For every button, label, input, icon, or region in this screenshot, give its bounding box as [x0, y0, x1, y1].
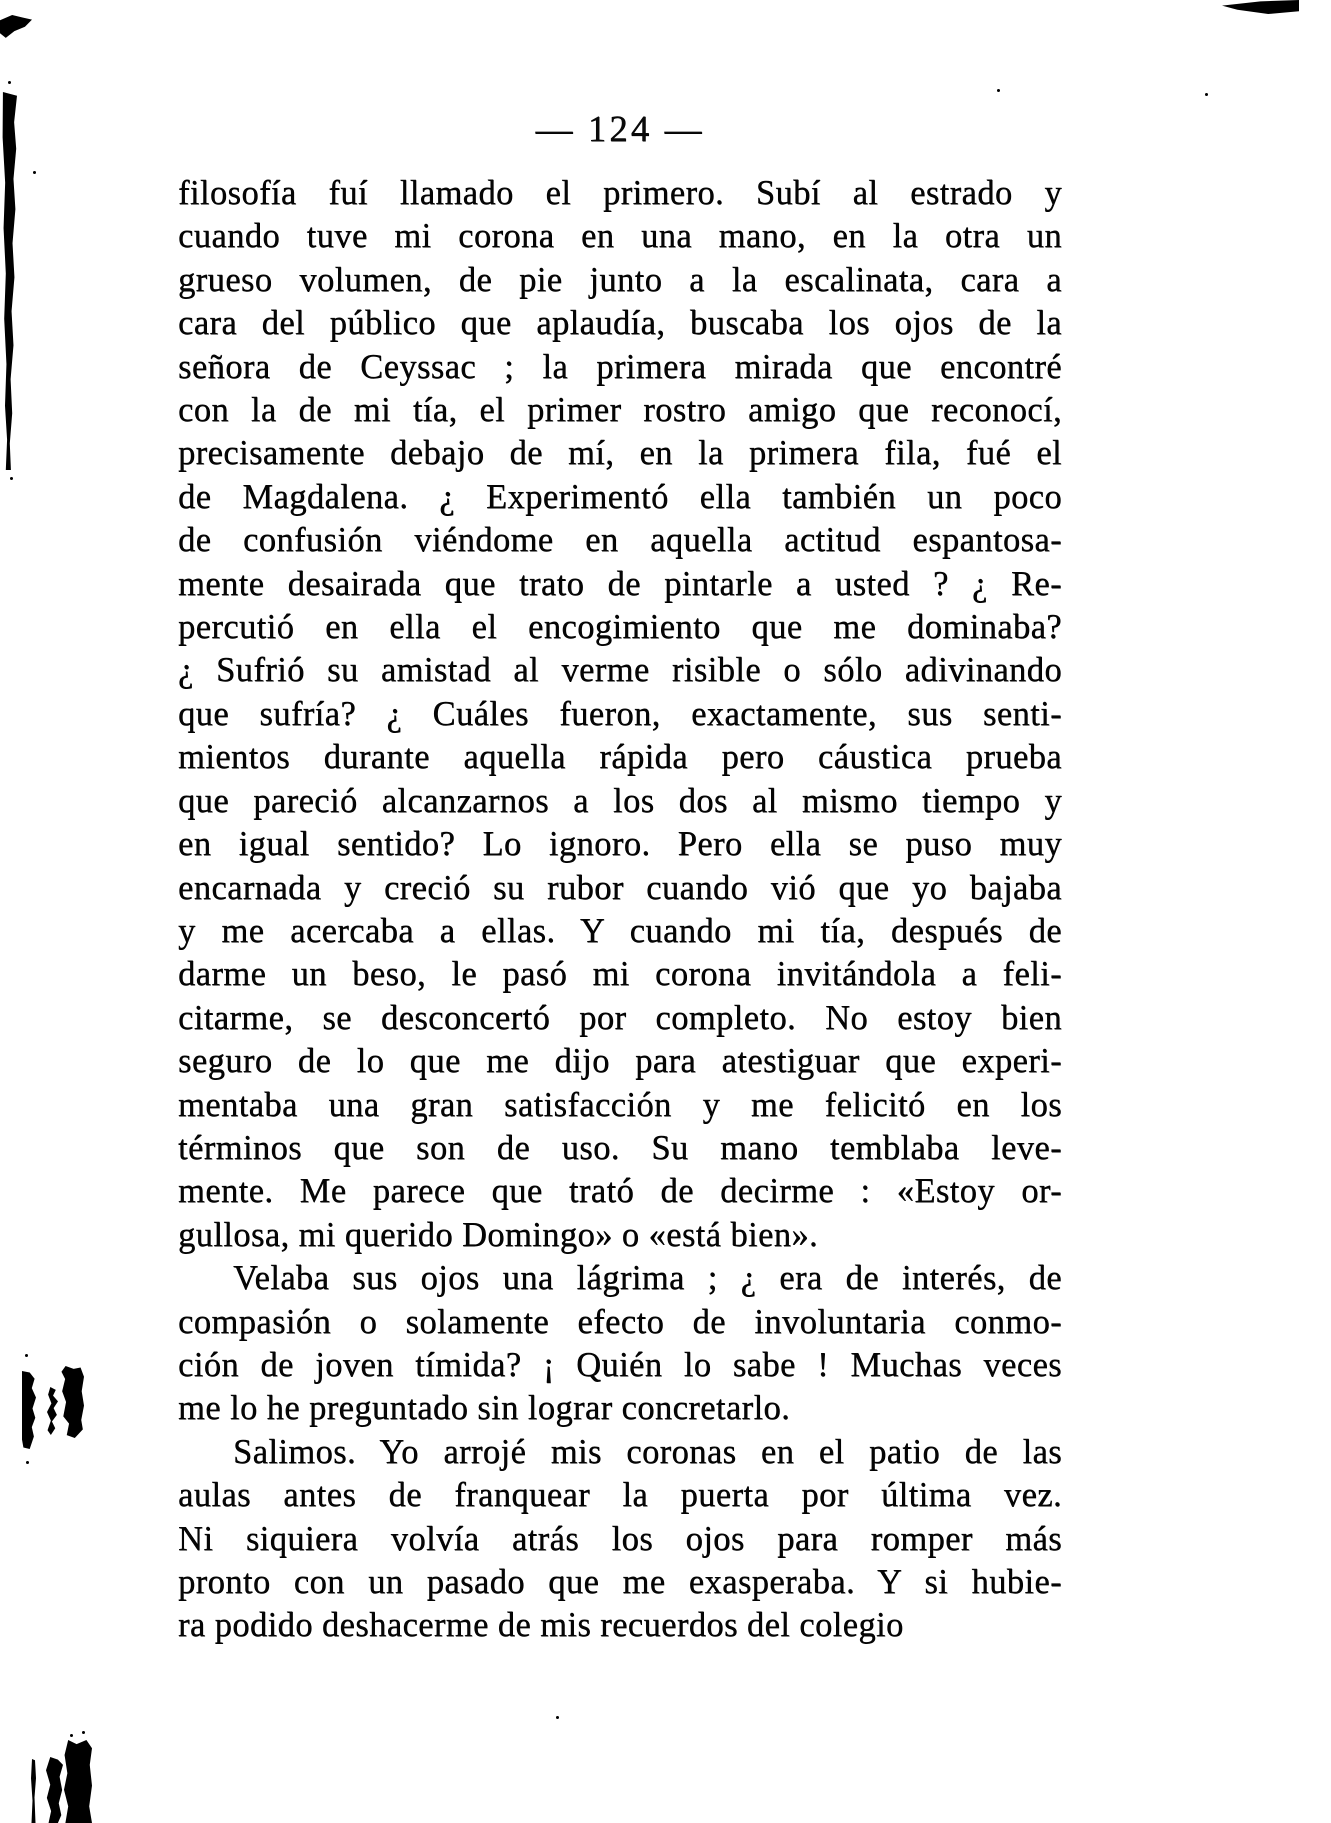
text-line: Ni siquiera volvía atrás los ojos para romper más	[178, 1519, 1062, 1558]
text-line: en igual sentido? Lo ignoro. Pero ella se puso muy	[178, 825, 1062, 864]
text-line: gullosa, mi querido Domingo» o «está bien».	[178, 1215, 819, 1254]
paragraph	[178, 1431, 1062, 1648]
text-line: términos que son de uso. Su mano temblaba leve-	[178, 1128, 1062, 1167]
text-line: precisamente debajo de mí, en la primera fila, fué el	[178, 434, 1062, 473]
text-line: grueso volumen, de pie junto a la escalinata, cara a	[178, 260, 1062, 299]
scan-artifact-mid-left-blob	[61, 1366, 84, 1438]
text-line: citarme, se desconcertó por completo. No estoy bien	[178, 998, 1062, 1037]
text-line: percutió en ella el encogimiento que me dominaba?	[178, 608, 1062, 647]
text-line: que pareció alcanzarnos a los dos al mismo tiempo y	[178, 781, 1062, 820]
text-line: mente desairada que trato de pintarle a usted ? ¿ Re-	[178, 564, 1062, 603]
scan-speck	[997, 89, 1000, 92]
text-line: filosofía fuí llamado el primero. Subí al estrado y	[178, 174, 1062, 212]
text-line: con la de mi tía, el primer rostro amigo que reconocí,	[178, 391, 1062, 430]
text-line: cuando tuve mi corona en una mano, en la otra un	[178, 217, 1062, 256]
scan-artifact-mid-left-squiggle	[47, 1387, 58, 1435]
scan-speck	[26, 1461, 29, 1464]
scan-speck	[8, 81, 11, 84]
text-line: mentaba una gran satisfacción y me felicitó en los	[178, 1085, 1062, 1124]
scan-speck	[10, 477, 13, 480]
scan-speck	[556, 1716, 559, 1719]
text-line: seguro de lo que me dijo para atestiguar que experi-	[178, 1042, 1062, 1081]
scan-artifact-top-left-blob	[0, 15, 32, 41]
paragraph	[178, 172, 1062, 1257]
text-line: Velaba sus ojos una lágrima ; ¿ era de interés, de	[233, 1259, 1062, 1298]
scan-speck	[33, 171, 36, 174]
text-line: mente. Me parece que trató de decirme : «Estoy or-	[178, 1172, 1062, 1211]
text-line: encarnada y creció su rubor cuando vió que yo bajaba	[178, 868, 1062, 907]
text-line: ción de joven tímida? ¡ Quién lo sabe ! Muchas veces	[178, 1345, 1062, 1384]
scan-speck	[25, 1354, 28, 1357]
text-line: ra podido deshacerme de mis recuerdos del colegio	[178, 1606, 904, 1645]
text-line: aulas antes de franquear la puerta por última vez.	[178, 1476, 1062, 1515]
text-line: y me acercaba a ellas. Y cuando mi tía, después de	[178, 911, 1062, 950]
scan-artifact-top-right-wedge	[1222, 0, 1299, 14]
scan-artifact-bottom-mid-bar	[46, 1757, 63, 1823]
scan-artifact-bottom-thin-line	[31, 1759, 36, 1823]
page-number-header: — 124 —	[535, 109, 705, 150]
page-text	[178, 172, 1062, 1648]
text-line: de confusión viéndome en aquella actitud espantosa-	[178, 521, 1062, 560]
text-line: señora de Ceyssac ; la primera mirada que encontré	[178, 347, 1062, 386]
text-line: me lo he preguntado sin lograr concretarlo.	[178, 1389, 791, 1428]
scan-speck	[70, 1734, 73, 1737]
scan-speck	[82, 1731, 85, 1734]
scan-artifact-left-streak	[1, 92, 17, 470]
text-line: Salimos. Yo arrojé mis coronas en el patio de las	[233, 1432, 1062, 1471]
paragraph	[178, 1257, 1062, 1431]
text-line: darme un beso, le pasó mi corona invitándola a feli-	[178, 955, 1062, 994]
scan-artifact-bottom-wide-bar	[64, 1740, 92, 1823]
text-line: de Magdalena. ¿ Experimentó ella también un poco	[178, 477, 1062, 516]
text-line: que sufría? ¿ Cuáles fueron, exactamente, sus senti-	[178, 694, 1062, 733]
text-line: pronto con un pasado que me exasperaba. Y si hubie-	[178, 1563, 1062, 1601]
text-line: mientos durante aquella rápida pero cáustica prueba	[178, 738, 1062, 777]
text-line: ¿ Sufrió su amistad al verme risible o sólo adivinando	[178, 651, 1062, 690]
scan-artifact-mid-left-bar	[22, 1371, 36, 1449]
text-line: compasión o solamente efecto de involuntaria conmo-	[178, 1302, 1062, 1341]
scan-speck	[1205, 93, 1208, 96]
text-line: cara del público que aplaudía, buscaba los ojos de la	[178, 304, 1062, 343]
